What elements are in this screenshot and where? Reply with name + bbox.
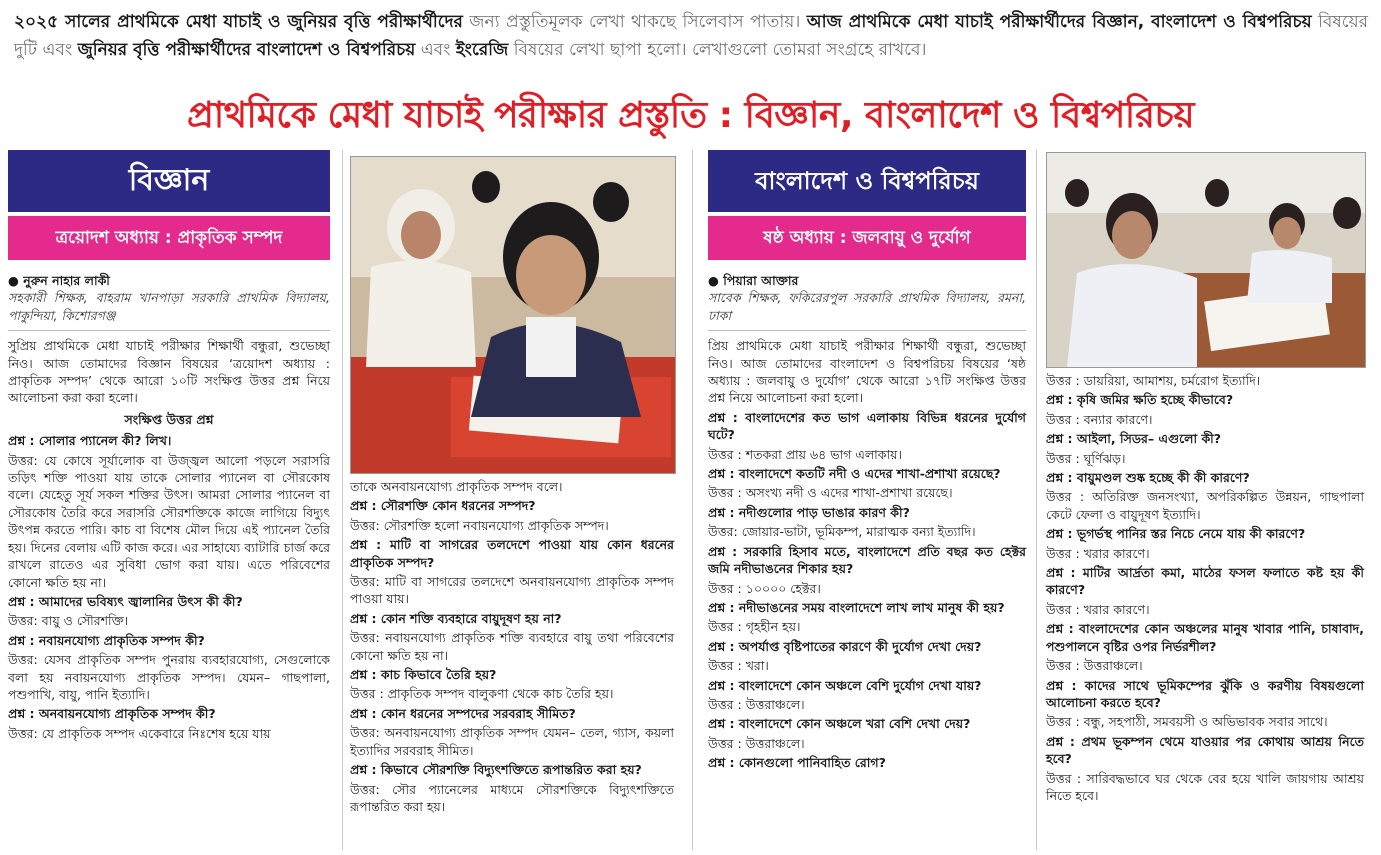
answer-text: উত্তর: যে প্রাকৃতিক সম্পদ একেবারে নিঃশেষ হয়ে যায়	[8, 725, 271, 741]
answer-text: উত্তর : খরার কারণে।	[1046, 601, 1150, 617]
question-text: প্রশ্ন : বাংলাদেশের কত ভাগ এলাকায় বিভিন্ন ধরনের দুর্যোগ ঘটে?	[708, 409, 1026, 443]
answer-text: উত্তর: অনবায়নযোগ্য প্রাকৃতিক সম্পদ যেমন– তেল, গ্যাস, কয়লা ইত্যাদির সরবরাহ সীমিত।	[350, 725, 674, 758]
question-text: প্রশ্ন : সরকারি হিসাব মতে, বাংলাদেশে প্রতি বছর কত হেক্টর জমি নদীভাঙনের শিকার হয়?	[708, 543, 1026, 577]
science-column-2	[350, 478, 674, 817]
answer-text: উত্তর : বন্যার কারণে।	[1046, 411, 1153, 427]
page-headline: প্রাথমিকে মেধা যাচাই পরীক্ষার প্রস্তুতি : বিজ্ঞান, বাংলাদেশ ও বিশ্বপরিচয়	[186, 95, 1195, 136]
answer-text: উত্তর : বন্ধু, সহপাঠী, সমবয়সী ও অভিভাবক সবার সাথে।	[1046, 714, 1328, 730]
classroom-photo-graphic	[1047, 153, 1365, 367]
intro-part7: ইংরেজি	[455, 40, 509, 60]
intro-part4: বিষয়ের দুটি এবং	[14, 12, 1368, 60]
question-text: প্রশ্ন : কিভাবে সৌরশক্তি বিদ্যুৎশক্তিতে রূপান্তরিত করা হয়?	[350, 762, 642, 778]
column-divider	[692, 150, 693, 850]
question-text: প্রশ্ন : আইলা, সিডর– এগুলো কী?	[1046, 431, 1222, 447]
question-text: প্রশ্ন : কোনগুলো পানিবাহিত রোগ?	[708, 755, 886, 771]
question-text: প্রশ্ন : মাটির আর্দ্রতা কমা, মাঠের ফসল ফলাতে কষ্ট হয় কী কারণে?	[1046, 565, 1364, 598]
intro-part2: জন্য প্রস্তুতিমূলক লেখা থাকছে সিলেবাস পাতায়।	[462, 12, 807, 32]
answer-text: তাকে অনবায়নযোগ্য প্রাকৃতিক সম্পদ বলে।	[350, 479, 563, 494]
bgs-qa-list-continued	[1046, 372, 1364, 804]
question-text: প্রশ্ন : কোন ধরনের সম্পদের সরবরাহ সীমিত?	[350, 705, 576, 721]
bgs-column-2	[1046, 372, 1364, 806]
bgs-chapter: ষষ্ঠ অধ্যায় : জলবায়ু ও দুর্যোগ	[708, 216, 1026, 260]
science-subhead: সংক্ষিপ্ত উত্তর প্রশ্ন	[124, 411, 214, 427]
students-exam-photo	[350, 156, 676, 474]
question-text: প্রশ্ন : কোন শক্তি ব্যবহারে বায়ুদূষণ হয় না?	[350, 610, 562, 626]
answer-text: উত্তর : সারিবদ্ধভাবে ঘর থেকে বের হয়ে খালি জায়গায় আশ্রয় নিতে হবে।	[1046, 770, 1364, 803]
question-text: প্রশ্ন : নবায়নযোগ্য প্রাকৃতিক সম্পদ কী?	[8, 632, 205, 648]
science-column-1	[8, 150, 330, 744]
question-text: প্রশ্ন : বাংলাদেশে কতটি নদী ও এদের শাখা-প্রশাখা রয়েছে?	[708, 466, 1001, 482]
science-intro: সুপ্রিয় প্রাথমিকে মেধা যাচাই পরীক্ষার শিক্ষার্থী বন্ধুরা, শুভেচ্ছা নিও। আজ তোমাদের বিজ্ঞান বিষয়ের ‘ত্রয়োদশ অধ্যায় : প্রাকৃতিক সম্পদ’ থেকে আরো ১০টি সংক্ষিপ্ত উত্তর প্রশ্ন নিয়ে আলোচনা করা করা হলো।	[8, 338, 330, 406]
answer-text: উত্তর : ঘূর্ণিঝড়।	[1046, 450, 1126, 466]
answer-text: উত্তর: সৌর প্যানেলের মাধ্যমে সৌরশক্তিকে বিদ্যুৎশক্তিতে রূপান্তরিত করা হয়।	[350, 781, 674, 814]
intro-part8: বিষয়ের লেখা ছাপা হলো। লেখাগুলো তোমরা সংগ্রহে রাখবে।	[508, 40, 927, 60]
answer-text: উত্তর : গৃহহীন হয়।	[708, 619, 801, 635]
question-text: প্রশ্ন : নদীভাঙনের সময় বাংলাদেশে লাখ লাখ মানুষ কী হয়?	[708, 599, 1005, 615]
question-text: প্রশ্ন : অপর্যাপ্ত বৃষ্টিপাতের কারণে কী দুর্যোগ দেখা দেয়?	[708, 638, 982, 654]
question-text: প্রশ্ন : সৌরশক্তি কোন ধরনের সম্পদ?	[350, 498, 536, 514]
intro-part5: জুনিয়র বৃত্তি পরীক্ষার্থীদের বাংলাদেশ ও বিশ্বপরিচয়	[77, 40, 416, 60]
science-qa-list-continued	[350, 478, 674, 815]
science-chapter: ত্রয়োদশ অধ্যায় : প্রাকৃতিক সম্পদ	[8, 216, 330, 260]
question-text: প্রশ্ন : কাচ কিভাবে তৈরি হয়?	[350, 667, 497, 683]
question-text: প্রশ্ন : বাংলাদেশে কোন অঞ্চলে বেশি দুর্যোগ দেখা যায়?	[708, 677, 982, 693]
column-divider	[342, 150, 343, 850]
answer-text: উত্তর : উত্তরাঞ্চলে।	[1046, 658, 1143, 674]
science-designation: সহকারী শিক্ষক, বাহরাম খানপাড়া সরকারি প্রাথমিক বিদ্যালয়, পাকুন্দিয়া, কিশোরগঞ্জ	[8, 289, 330, 331]
question-text: প্রশ্ন : প্রথম ভূকম্পন থেমে যাওয়ার পর কোথায় আশ্রয় নিতে হবে?	[1046, 733, 1364, 767]
question-text: প্রশ্ন : কৃষি জমির ক্ষতি হচ্ছে কীভাবে?	[1046, 392, 1234, 408]
bgs-intro: প্রিয় প্রাথমিকে মেধা যাচাই পরীক্ষার শিক্ষার্থী বন্ধুরা, শুভেচ্ছা নিও। আজ তোমাদের বাংলাদেশ ও বিশ্বপরিচয় বিষয়ের ‘ষষ্ঠ অধ্যায় : জলবায়ু ও দুর্যোগ’ থেকে আরো ১৭টি সংক্ষিপ্ত উত্তর প্রশ্ন নিয়ে আলোচনা করা হলো।	[708, 338, 1026, 406]
question-text: প্রশ্ন : বাংলাদেশে কোন অঞ্চলে খরা বেশি দেখা দেয়?	[708, 716, 971, 732]
answer-text: উত্তর: যেসব প্রাকৃতিক সম্পদ পুনরায় ব্যবহারযোগ্য, সেগুলোকে বলা হয় নবায়নযোগ্য প্রাকৃতিক সম্পদ। যেমন– গাছপালা, পশুপাখি, বায়ু, পানি ইত্যাদি।	[8, 652, 330, 702]
bgs-column-1	[708, 150, 1026, 774]
answer-text: উত্তর : খরা।	[708, 658, 769, 674]
question-text: প্রশ্ন : নদীগুলোর পাড় ভাঙার কারণ কী?	[708, 504, 910, 520]
answer-text: উত্তর: সৌরশক্তি হলো নবায়নযোগ্য প্রাকৃতিক সম্পদ।	[350, 517, 609, 533]
science-title: বিজ্ঞান	[8, 150, 330, 212]
answer-text: উত্তর : প্রাকৃতিক সম্পদ বালুকণা থেকে কাচ তৈরি হয়।	[350, 686, 614, 702]
answer-text: উত্তর: মাটি বা সাগরের তলদেশে অনবায়নযোগ্য প্রাকৃতিক সম্পদ পাওয়া যায়।	[350, 574, 674, 607]
answer-text: উত্তর : শতকরা প্রায় ৬৪ ভাগ এলাকায়।	[708, 446, 902, 462]
answer-text: উত্তর : ডায়রিয়া, আমাশয়, চর্মরোগ ইত্যাদি।	[1046, 373, 1261, 388]
students-exam-photo-graphic	[351, 157, 675, 473]
answer-text: উত্তর : খরার কারণে।	[1046, 545, 1150, 561]
science-author: ● নুরুন নাহার লাকী	[8, 273, 110, 288]
answer-text: উত্তর : অতিরিক্ত জনসংখ্যা, অপরিকল্পিত উন্নয়ন, গাছপালা কেটে ফেলা ও বায়ুদূষণ ইত্যাদি।	[1046, 489, 1364, 522]
bgs-title: বাংলাদেশ ও বিশ্বপরিচয়	[708, 150, 1026, 212]
answer-text: উত্তর: জোয়ার-ভাটা, ভূমিকম্প, মারাত্মক বন্যা ইত্যাদি।	[708, 524, 976, 540]
question-text: প্রশ্ন : আমাদের ভবিষ্যৎ জ্বালানির উৎস কী কী?	[8, 593, 243, 609]
answer-text: উত্তর: যে কোষে সূর্যালোক বা উজ্জ্বল আলো পড়লে সরাসরি তড়িৎ শক্তি পাওয়া যায় তাকে সোলার প্যানেল বা সৌরকোষ বলে। যেহেতু সূর্য সকল শক্তির উৎস। আমরা সোলার প্যানেল বা সৌরকোষ তৈরি করে সরাসরি সৌরশক্তিকে কাজে লাগিয়ে বিদ্যুৎ উৎপন্ন করতে পারি। কাচ বা বিশেষ মৌল দিয়ে এই প্যানেল তৈরি হয়। দিনের বেলায় এটি কাজ করে। এর সাহায্যে ব্যাটারি চার্জ করে রাখলে রাতেও এর সুবিধা ভোগ করা যায়। এতে পরিবেশের কোনো ক্ষতি হয় না।	[8, 452, 330, 590]
question-text: প্রশ্ন : ভূগর্ভস্থ পানির স্তর নিচে নেমে যায় কী কারণে?	[1046, 526, 1306, 542]
bgs-designation: সাবেক শিক্ষক, ফকিরেরপুল সরকারি প্রাথমিক বিদ্যালয়, রমনা, ঢাকা	[708, 289, 1026, 331]
answer-text: উত্তর : উত্তরাঞ্চলে।	[708, 735, 805, 751]
science-qa-list	[8, 432, 330, 742]
question-text: প্রশ্ন : মাটি বা সাগরের তলদেশে পাওয়া যায় কোন ধরনের প্রাকৃতিক সম্পদ?	[350, 537, 674, 570]
bgs-qa-list	[708, 409, 1026, 772]
answer-text: উত্তর: নবায়নযোগ্য প্রাকৃতিক শক্তি ব্যবহারে বায়ু তথা পরিবেশের কোনো ক্ষতি হয় না।	[350, 630, 674, 663]
question-text: প্রশ্ন : কাদের সাথে ভূমিকম্পের ঝুঁকি ও করণীয় বিষয়গুলো আলোচনা করতে হবে?	[1046, 677, 1364, 710]
classroom-photo	[1046, 152, 1366, 368]
bgs-author: ● পিয়ারা আক্তার	[708, 273, 799, 288]
intro-part1: ২০২৫ সালের প্রাথমিকে মেধা যাচাই ও জুনিয়র বৃত্তি পরীক্ষার্থীদের	[14, 12, 463, 32]
intro-part3: আজ প্রাথমিকে মেধা যাচাই পরীক্ষার্থীদের বিজ্ঞান, বাংলাদেশ ও বিশ্বপরিচয়	[806, 12, 1312, 32]
answer-text: উত্তর: বায়ু ও সৌরশক্তি।	[8, 613, 129, 629]
question-text: প্রশ্ন : বাংলাদেশের কোন অঞ্চলের মানুষ খাবার পানি, চাষাবাদ, পশুপালনে বৃষ্টির ওপর নির্ভরশীল?	[1046, 621, 1364, 654]
column-divider	[1036, 150, 1037, 850]
answer-text: উত্তর : অসংখ্য নদী ও এদের শাখা-প্রশাখা রয়েছে।	[708, 485, 953, 501]
intro-paragraph	[14, 8, 1368, 64]
question-text: প্রশ্ন : সোলার প্যানেল কী? লিখ।	[8, 433, 172, 449]
answer-text: উত্তর : উত্তরাঞ্চলে।	[708, 696, 805, 712]
intro-part6: এবং	[415, 40, 456, 60]
question-text: প্রশ্ন : বায়ুমণ্ডল শুষ্ক হচ্ছে কী কী কারণে?	[1046, 470, 1250, 486]
question-text: প্রশ্ন : অনবায়নযোগ্য প্রাকৃতিক সম্পদ কী?	[8, 706, 216, 722]
answer-text: উত্তর : ১০০০০ হেক্টর।	[708, 580, 821, 596]
